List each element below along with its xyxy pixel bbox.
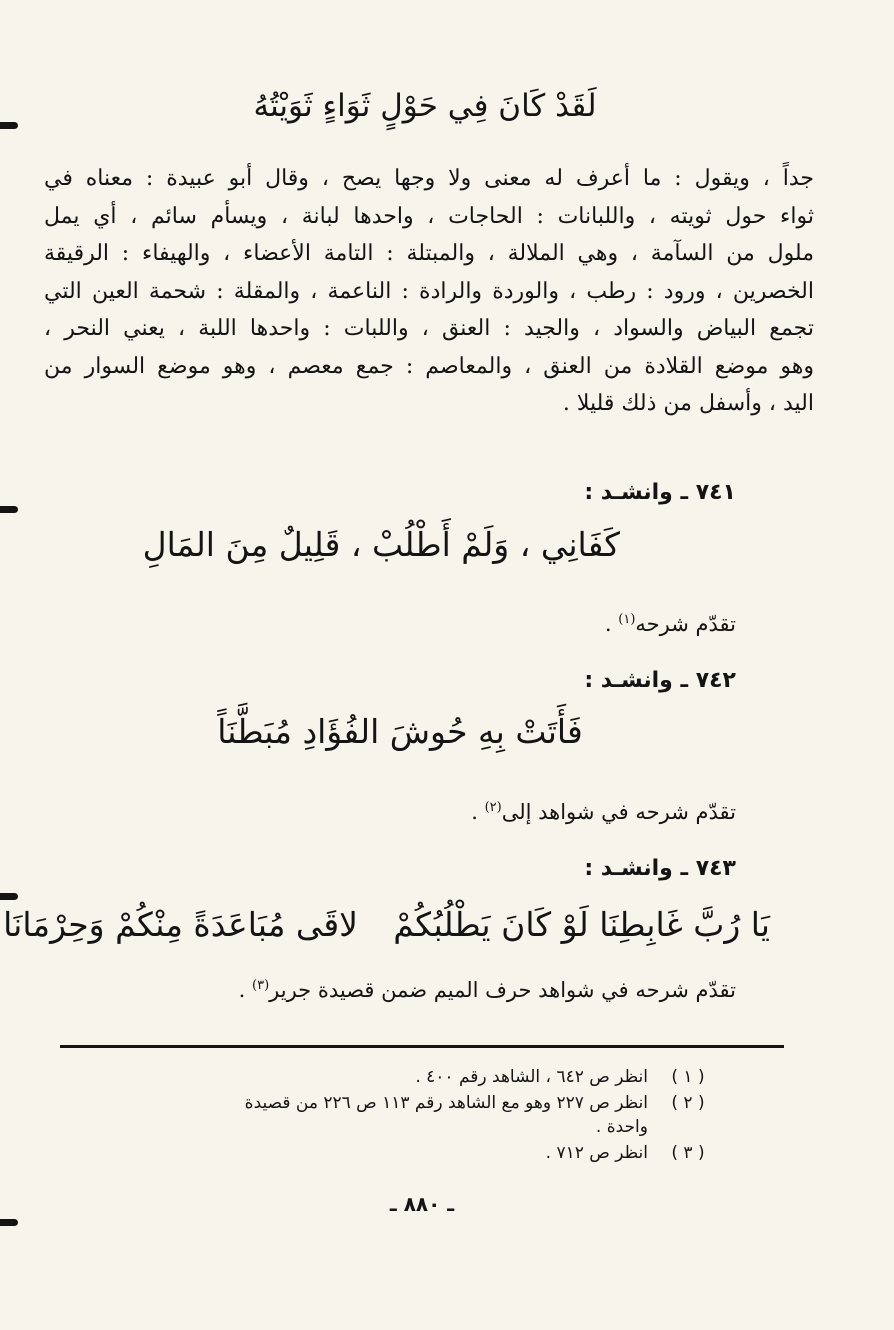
margin-mark bbox=[0, 893, 18, 900]
note-741: تقدّم شرحه$^{(١)}$ . bbox=[604, 612, 736, 636]
margin-mark bbox=[0, 122, 18, 129]
paragraph-line: تجمع البياض والسواد ، والجيد : العنق ، واللبات : واحدها اللبة ، يعني النحر ، bbox=[44, 316, 814, 341]
footnote-divider bbox=[60, 1045, 784, 1048]
verse-743-first-hemistich: يَا رُبَّ غَابِطِنَا لَوْ كَانَ يَطْلُبُكُمْ bbox=[393, 905, 770, 944]
paragraph-line: وهو موضع القلادة من العنق ، والمعاصم : جمع معصم ، وهو موضع السوار من bbox=[44, 353, 814, 379]
footnote-ref: (١) bbox=[618, 612, 636, 627]
note-743: تقدّم شرحه في شواهد حرف الميم ضمن قصيدة جرير$^{(٣)}$ . bbox=[238, 978, 736, 1002]
note-742: تقدّم شرحه في شواهد إلى$^{(٢)}$ . bbox=[471, 800, 736, 824]
footnote-number: ( ٢ ) bbox=[671, 1093, 705, 1113]
entry-heading-742: ٧٤٢ ـ وانشـد : bbox=[584, 668, 736, 693]
verse-742: فَأَتَتْ بِهِ حُوشَ الفُؤَادِ مُبَطَّنَاً bbox=[217, 712, 583, 751]
footnote-text: انظر ص ٦٤٢ ، الشاهد رقم ٤٠٠ . bbox=[415, 1067, 648, 1087]
margin-mark bbox=[0, 1219, 18, 1226]
paragraph-line: ثواء حول ثويته ، واللبانات : الحاجات ، واحدها لبانة ، ويسأم سائم ، أي يمل bbox=[44, 203, 814, 229]
title-verse: لَقَدْ كَانَ فِي حَوْلٍ ثَوَاءٍ ثَوَيْتُهُ bbox=[253, 88, 597, 124]
paragraph-line: الخصرين ، ورود : رطب ، والوردة والرادة : الناعمة ، والمقلة : شحمة العين التي bbox=[44, 278, 814, 304]
footnote-text: انظر ص ٧١٢ . bbox=[545, 1143, 648, 1163]
margin-mark bbox=[0, 506, 18, 513]
paragraph-line: اليد ، وأسفل من ذلك قليلا . bbox=[562, 391, 814, 416]
entry-heading-743: ٧٤٣ ـ وانشـد : bbox=[584, 856, 736, 881]
footnote-number: ( ٣ ) bbox=[671, 1143, 705, 1163]
verse-741: كَفَانِي ، وَلَمْ أَطْلُبْ ، قَلِيلٌ مِنَ المَالِ bbox=[142, 525, 620, 564]
footnote-ref: (٣) bbox=[252, 978, 270, 993]
page-number: ـ ٨٨٠ ـ bbox=[389, 1192, 455, 1216]
verse-743-second-hemistich: لاقَى مُبَاعَدَةً مِنْكُمْ وَحِرْمَانَا bbox=[3, 905, 358, 944]
footnote-number: ( ١ ) bbox=[671, 1067, 705, 1087]
footnote-ref: (٢) bbox=[484, 800, 502, 815]
footnote-text: انظر ص ٢٢٧ وهو مع الشاهد رقم ١١٣ ص ٢٢٦ من قصيدة bbox=[244, 1093, 648, 1113]
entry-heading-741: ٧٤١ ـ وانشـد : bbox=[584, 480, 736, 505]
commentary-paragraph bbox=[44, 160, 814, 423]
footnote-2-continued: واحدة . bbox=[595, 1117, 648, 1137]
paragraph-line: ملول من السآمة ، وهي الملالة ، والمبتلة : التامة الأعضاء ، والهيفاء : الرقيقة bbox=[44, 241, 814, 266]
paragraph-line: جداً ، ويقول : ما أعرف له معنى ولا وجها يصح ، وقال أبو عبيدة : معناه في bbox=[44, 166, 814, 191]
